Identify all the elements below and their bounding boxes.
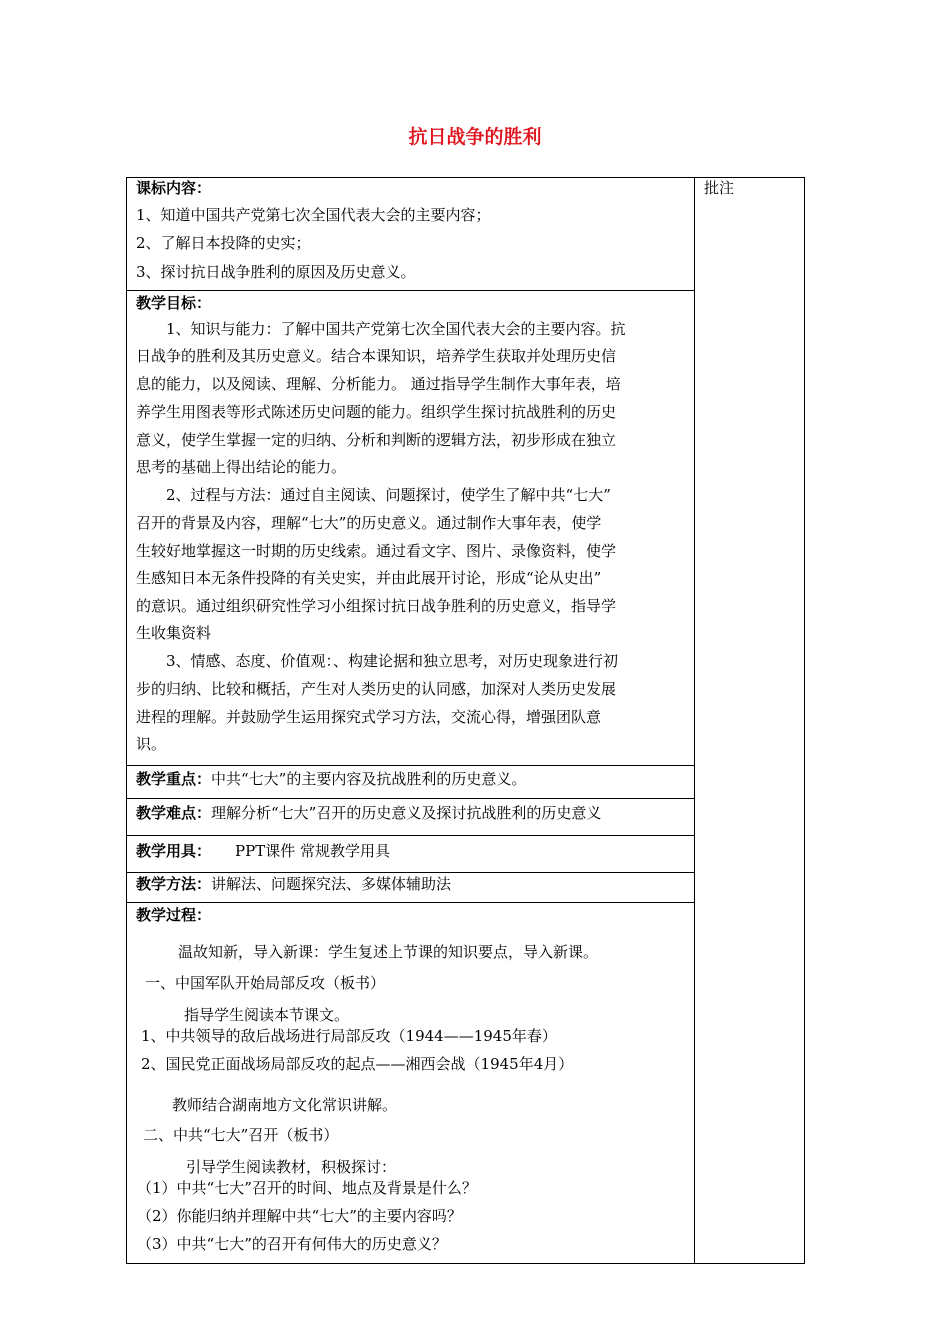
objectives-line: 召开的背景及内容，理解“七大”的历史意义。通过制作大事年表，使学 (136, 514, 602, 532)
objectives-line: 3、情感、态度、价值观：、构建论据和独立思考，对历史现象进行初 (166, 652, 619, 670)
objectives-line: 日战争的胜利及其历史意义。结合本课知识，培养学生获取并处理历史信 (136, 347, 617, 365)
objectives-line: 养学生用图表等形式陈述历史问题的能力。组织学生探讨抗战胜利的历史 (136, 403, 617, 421)
tools-row (136, 840, 390, 862)
objectives-line: 生收集资料 (136, 624, 212, 642)
process-line: 1、中共领导的敌后战场进行局部反攻（1944——1945年春） (141, 1027, 557, 1045)
methods-text: 讲解法、问题探究法、多媒体辅助法 (211, 875, 452, 893)
objectives-line: 生感知日本无条件投降的有关史实，并由此展开讨论，形成“论从史出” (136, 569, 602, 587)
process-line: 温故知新，导入新课：学生复述上节课的知识要点，导入新课。 (178, 943, 599, 961)
curriculum-item: 1、知道中国共产党第七次全国代表大会的主要内容； (136, 206, 491, 224)
objectives-line: 步的归纳、比较和概括，产生对人类历史的认同感，加深对人类历史发展 (136, 680, 617, 698)
objectives-line: 1、知识与能力：了解中国共产党第七次全国代表大会的主要内容。抗 (166, 320, 626, 338)
process-heading: 教学过程： (136, 906, 212, 924)
objectives-line: 息的能力，以及阅读、理解、分析能力。 通过指导学生制作大事年表，培 (136, 375, 621, 393)
key-points-row (136, 768, 526, 790)
objectives-line: 识。 (136, 735, 167, 753)
process-line: 引导学生阅读教材，积极探讨： (186, 1158, 397, 1176)
process-line: （1）中共“七大”召开的时间、地点及背景是什么？ (137, 1179, 477, 1197)
process-line: 2、国民党正面战场局部反攻的起点——湘西会战（1945年4月） (141, 1055, 574, 1073)
process-line: 二、中共“七大”召开（板书） (143, 1126, 339, 1144)
objectives-line: 思考的基础上得出结论的能力。 (136, 458, 347, 476)
row-divider (126, 798, 695, 799)
process-line: 指导学生阅读本节课文。 (184, 1006, 350, 1024)
objectives-line: 生较好地掌握这一时期的历史线索。通过看文字、图片、录像资料，使学 (136, 542, 617, 560)
methods-label: 教学方法： (136, 875, 212, 893)
tools-label: 教学用具： (136, 842, 212, 860)
curriculum-heading: 课标内容： (136, 179, 212, 197)
difficulties-text: 理解分析“七大”召开的历史意义及探讨抗战胜利的历史意义 (211, 804, 602, 822)
process-line: （2）你能归纳并理解中共“七大”的主要内容吗？ (137, 1207, 462, 1225)
row-divider (126, 835, 695, 836)
difficulties-row (136, 802, 601, 824)
row-divider (126, 290, 695, 291)
difficulties-label: 教学难点： (136, 804, 212, 822)
objectives-line: 的意识。通过组织研究性学习小组探讨抗日战争胜利的历史意义，指导学 (136, 597, 617, 615)
row-divider (126, 765, 695, 766)
process-line: 一、中国军队开始局部反攻（板书） (145, 974, 386, 992)
notes-column-divider (694, 177, 695, 1264)
row-divider (126, 902, 695, 903)
curriculum-item: 2、了解日本投降的史实； (136, 234, 311, 252)
tools-text: PPT课件 常规教学用具 (235, 842, 390, 860)
process-line: （3）中共“七大”的召开有何伟大的历史意义？ (137, 1235, 447, 1253)
objectives-line: 进程的理解。并鼓励学生运用探究式学习方法，交流心得，增强团队意 (136, 708, 602, 726)
document-title: 抗日战争的胜利 (408, 126, 542, 148)
key-points-label: 教学重点： (136, 770, 212, 788)
objectives-line: 2、过程与方法：通过自主阅读、问题探讨，使学生了解中共“七大” (166, 486, 611, 504)
objectives-heading: 教学目标： (136, 294, 212, 312)
notes-column-label: 批注 (704, 179, 735, 197)
process-line: 教师结合湖南地方文化常识讲解。 (172, 1096, 398, 1114)
curriculum-item: 3、探讨抗日战争胜利的原因及历史意义。 (136, 263, 416, 281)
objectives-line: 意义，使学生掌握一定的归纳、分析和判断的逻辑方法，初步形成在独立 (136, 431, 617, 449)
key-points-text: 中共“七大”的主要内容及抗战胜利的历史意义。 (211, 770, 527, 788)
methods-row (136, 873, 451, 895)
